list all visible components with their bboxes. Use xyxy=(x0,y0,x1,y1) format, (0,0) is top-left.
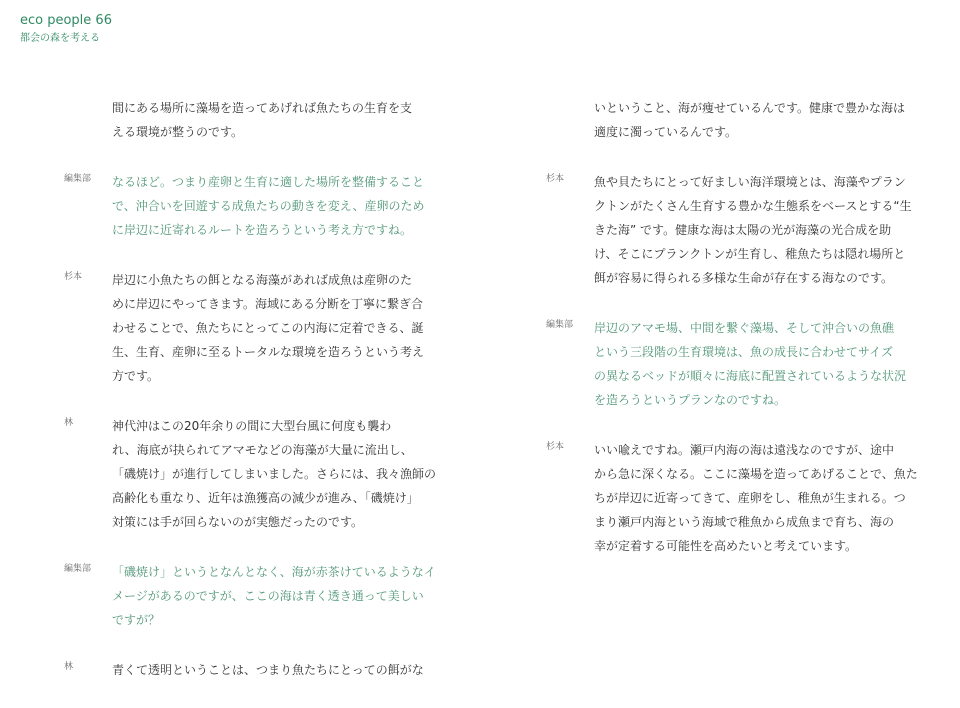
text-line: 幸が定着する可能性を高めたいと考えています。 xyxy=(594,539,858,553)
text-line: 岸辺のアマモ場、中間を繋ぐ藻場、そして沖合いの魚礁 xyxy=(594,321,895,335)
dialogue-text xyxy=(594,438,918,558)
text-line: れ、海底が抉られてアマモなどの海藻が大量に流出し、 xyxy=(112,443,413,457)
text-line: ですが？ xyxy=(112,613,161,627)
dialogue-text xyxy=(594,316,907,412)
text-line: メージがあるのですが、ここの海は青く透き通って美しい xyxy=(112,589,424,603)
dialogue-text xyxy=(112,560,436,632)
speaker-label: 編集部 xyxy=(546,320,574,330)
text-line: 生、生育、産卵に至るトータルな環境を造ろうという考え xyxy=(112,345,425,359)
text-line: いということ、海が痩せているんです。健康で豊かな海は xyxy=(594,101,906,115)
speaker-label: 編集部 xyxy=(64,174,92,184)
dialogue-entry xyxy=(64,96,419,144)
dialogue-entry xyxy=(546,96,906,144)
speaker-label: 杉本 xyxy=(546,442,565,452)
text-line: めに岸辺にやってきます。海域にある分断を丁寧に繋ぎ合 xyxy=(112,297,424,311)
text-line: 神代沖はこの20年余りの間に大型台風に何度も襲わ xyxy=(112,419,392,433)
dialogue-entry xyxy=(64,268,425,388)
text-line: える環境が整うのです。 xyxy=(112,125,244,139)
text-line: から急に深くなる。ここに藻場を造ってあげることで、魚た xyxy=(594,467,918,481)
text-line: クトンがたくさん生育する豊かな生態系をベースとする“生 xyxy=(594,199,912,213)
text-line: け、そこにプランクトンが生育し、稚魚たちは隠れ場所と xyxy=(594,247,906,261)
text-line: 間にある場所に藻場を造ってあげれば魚たちの生育を支 xyxy=(112,101,413,115)
text-line: という三段階の生育環境は、魚の成長に合わせてサイズ xyxy=(594,345,894,359)
text-line: 岸辺に小魚たちの餌となる海藻があれば成魚は産卵のた xyxy=(112,273,413,287)
dialogue-entry xyxy=(546,316,907,412)
text-line: ちが岸辺に近寄ってきて、産卵をし、稚魚が生まれる。つ xyxy=(594,491,906,505)
speaker-label: 杉本 xyxy=(64,272,83,282)
text-line: 対策には手が回らないのが実態だったのです。 xyxy=(112,515,364,529)
dialogue-entry xyxy=(546,170,912,290)
text-line: 適度に濁っているんです。 xyxy=(594,125,738,139)
dialogue-text xyxy=(112,96,419,144)
dialogue-text xyxy=(112,170,425,242)
text-line: の異なるベッドが順々に海底に配置されているような状況 xyxy=(594,369,907,383)
text-line: いい喩えですね。瀬戸内海の海は遠浅なのですが、途中 xyxy=(594,443,895,457)
dialogue-entry xyxy=(546,438,918,558)
dialogue-text xyxy=(594,96,906,144)
dialogue-text xyxy=(112,414,437,534)
page-header xyxy=(20,12,112,46)
text-line: 「磯焼け」というとなんとなく、海が赤茶けているようなイ xyxy=(112,565,436,579)
text-line: きた海” です。健康な海は太陽の光が海藻の光合成を助 xyxy=(594,223,892,237)
text-line: 方です。 xyxy=(112,369,160,383)
speaker-label: 林 xyxy=(64,418,74,428)
dialogue-text xyxy=(594,170,912,290)
text-line: に岸辺に近寄れるルートを造ろうという考え方ですね。 xyxy=(112,223,413,237)
text-line: わせることで、魚たちにとってこの内海に定着できる、誕 xyxy=(112,321,424,335)
dialogue-entry xyxy=(64,170,425,242)
dialogue-entry xyxy=(64,414,437,534)
text-line: で、沖合いを回遊する成魚たちの動きを変え、産卵のため xyxy=(112,199,425,213)
dialogue-entry xyxy=(64,560,436,632)
speaker-label: 林 xyxy=(64,662,74,672)
dialogue-text xyxy=(112,658,424,682)
text-line: 餌が容易に得られる多様な生命が存在する海なのです。 xyxy=(594,271,894,285)
dialogue-text xyxy=(112,268,425,388)
left-column xyxy=(64,96,437,708)
right-column xyxy=(546,96,918,584)
dialogue-entry xyxy=(64,658,424,682)
text-line: 青くて透明ということは、つまり魚たちにとっての餌がな xyxy=(112,663,424,677)
series-title: eco people 66 xyxy=(20,13,112,28)
text-line: なるほど。つまり産卵と生育に適した場所を整備すること xyxy=(112,175,425,189)
article-title: 都会の森を考える xyxy=(20,33,100,44)
text-line: まり瀬戸内海という海域で稚魚から成魚まで育ち、海の xyxy=(594,515,895,529)
speaker-label: 編集部 xyxy=(64,564,92,574)
text-line: 「磯焼け」が進行してしまいました。さらには、我々漁師の xyxy=(112,467,437,481)
text-line: 高齢化も重なり、近年は漁獲高の減少が進み、「磯焼け」 xyxy=(112,491,419,505)
text-line: 魚や貝たちにとって好ましい海洋環境とは、海藻やプラン xyxy=(594,175,906,189)
text-line: を造ろうというプランなのですね。 xyxy=(594,393,787,407)
speaker-label: 杉本 xyxy=(546,174,565,184)
